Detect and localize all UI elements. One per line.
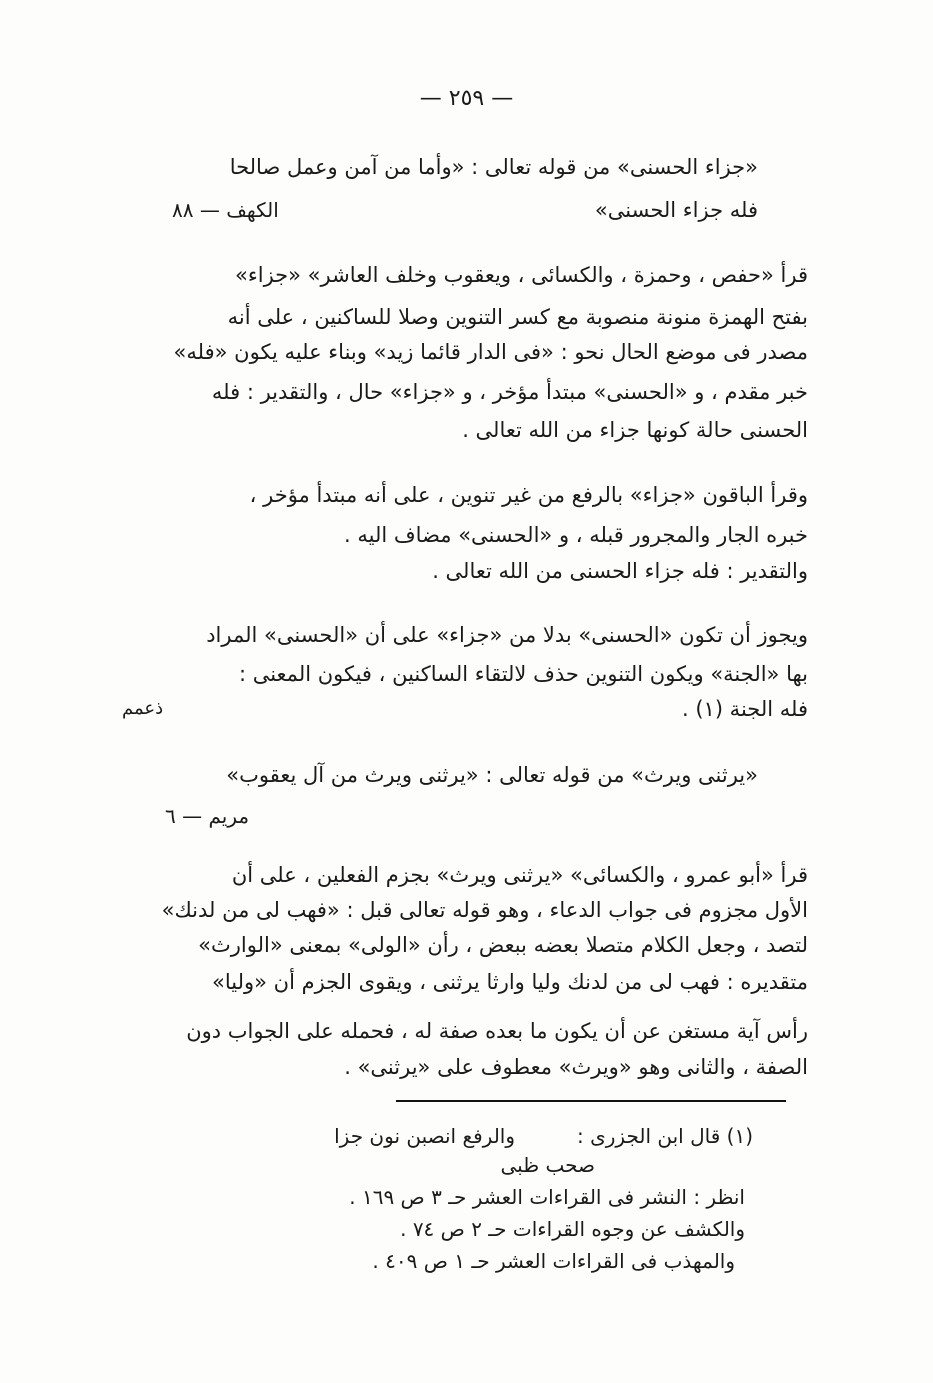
- section-2-line-4: خبر مقدم ، و «الحسنى» مبتدأ مؤخر ، و «جزاء» حال ، والتقدير : فله: [211, 380, 808, 404]
- verse-reference-maryam: مريم — ٦: [165, 804, 250, 828]
- footnote-1-verse-cont: صحب ظبى: [500, 1153, 595, 1177]
- verse-reference-kahf: الكهف — ٨٨: [172, 198, 279, 222]
- section-6-line-5: رأس آية مستغن عن أن يكون ما بعده صفة له ، فحمله على الجواب دون: [186, 1019, 808, 1043]
- section-2-line-1: قرأ «حفص ، وحمزة ، والكسائى ، ويعقوب وخلف العاشر» «جزاء»: [235, 263, 808, 287]
- section-5-line-1: «يرثنى ويرث» من قوله تعالى : «يرثنى ويرث من آل يعقوب»: [226, 763, 758, 787]
- margin-note: ذعمم: [122, 698, 164, 719]
- section-1-line-1: «جزاء الحسنى» من قوله تعالى : «وأما من آمن وعمل صالحا: [229, 155, 758, 179]
- section-6-line-4: متقديره : فهب لى من لدنك وليا وارثا يرثنى ، ويقوى الجزم أن «وليا»: [212, 970, 808, 994]
- footnote-source-3: والمهذب فى القراءات العشر حـ ١ ص ٤٠٩ .: [372, 1249, 735, 1273]
- section-3-line-2: خبره الجار والمجرور قبله ، و «الحسنى» مضاف اليه .: [344, 523, 808, 547]
- section-6-line-6: الصفة ، والثانى وهو «ويرث» معطوف على «يرثنى» .: [344, 1055, 808, 1079]
- footnote-1-verse: والرفع انصبن نون جزا: [334, 1124, 515, 1148]
- section-4-line-2: بها «الجنة» ويكون التنوين حذف لالتقاء الساكنين ، فيكون المعنى :: [238, 662, 808, 686]
- footnote-separator: [396, 1100, 786, 1102]
- section-6-line-2: الأول مجزوم فى جواب الدعاء ، وهو قوله تعالى قبل : «فهب لى من لدنك»: [161, 898, 808, 922]
- page-number: — ٢٥٩ —: [419, 86, 514, 111]
- section-2-line-5: الحسنى حالة كونها جزاء من الله تعالى .: [462, 418, 808, 442]
- section-2-line-3: مصدر فى موضع الحال نحو : «فى الدار قائما زيد» وبناء عليه يكون «فله»: [173, 340, 808, 364]
- footnote-1-citation: (١) قال ابن الجزرى :: [577, 1124, 753, 1148]
- section-6-line-3: لتصد ، وجعل الكلام متصلا بعضه ببعض ، رأن «الولى» بمعنى «الوارث»: [198, 933, 808, 957]
- section-3-line-1: وقرأ الباقون «جزاء» بالرفع من غير تنوين ، على أنه مبتدأ مؤخر ،: [249, 483, 808, 507]
- footnote-source-2: والكشف عن وجوه القراءات حـ ٢ ص ٧٤ .: [400, 1217, 745, 1241]
- footnote-source-1: انظر : النشر فى القراءات العشر حـ ٣ ص ١٦٩ .: [349, 1185, 745, 1209]
- section-4-line-1: ويجوز أن تكون «الحسنى» بدلا من «جزاء» على أن «الحسنى» المراد: [206, 623, 808, 647]
- section-6-line-1: قرأ «أبو عمرو ، والكسائى» «يرثنى ويرث» بجزم الفعلين ، على أن: [231, 863, 808, 887]
- section-4-line-3: فله الجنة (١) .: [681, 697, 808, 721]
- section-2-line-2: بفتح الهمزة منونة منصوبة مع كسر التنوين وصلا للساكنين ، على أنه: [227, 305, 808, 329]
- section-1-line-2: فله جزاء الحسنى»: [594, 198, 758, 222]
- section-3-line-3: والتقدير : فله جزاء الحسنى من الله تعالى .: [432, 559, 808, 583]
